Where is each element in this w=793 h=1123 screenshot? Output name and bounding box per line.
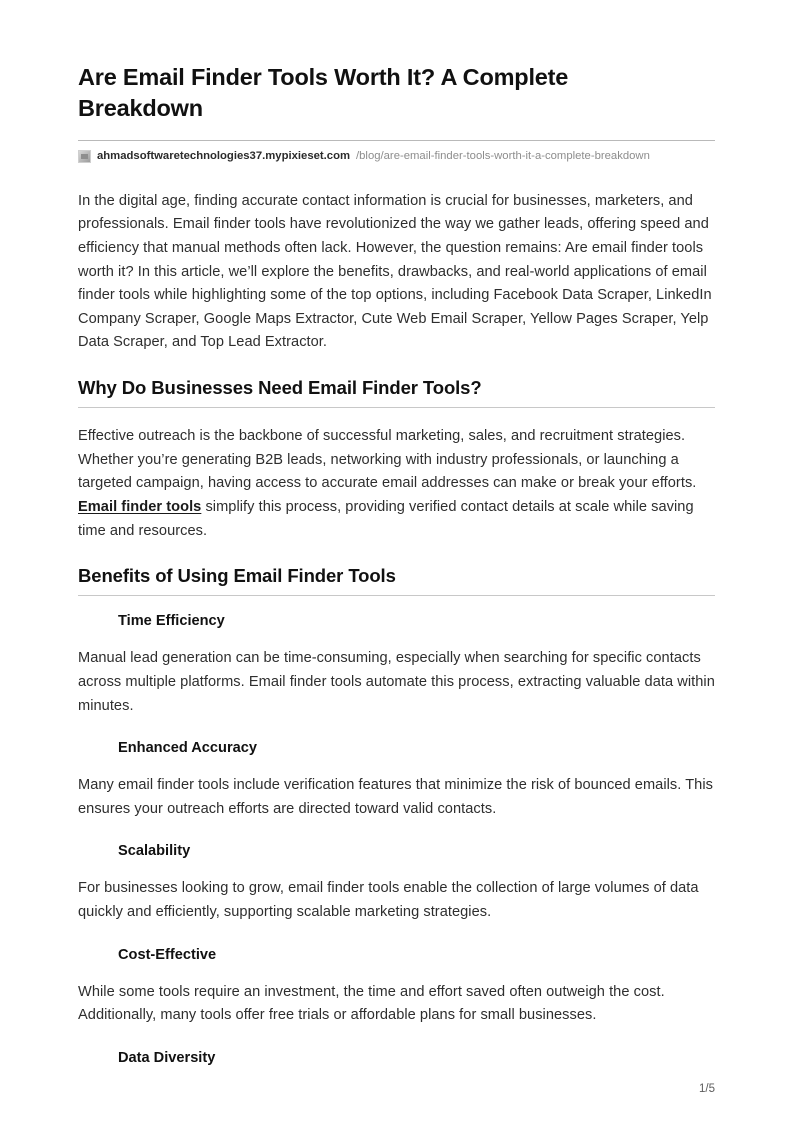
site-favicon-icon xyxy=(78,150,91,163)
benefit-text-scalability: For businesses looking to grow, email finder tools enable the collection of large volumes of data quickly and efficiently, supporting scalable marketing strategies. xyxy=(78,880,699,921)
page-title: Are Email Finder Tools Worth It? A Complete Breakdown xyxy=(78,64,569,122)
paragraph-text-after-link: simplify this process, providing verified contact details at scale while saving time and resources. xyxy=(78,498,694,539)
benefit-subheading-time-efficiency: Time Efficiency xyxy=(118,613,225,630)
source-url-line xyxy=(78,150,715,164)
section-heading: Benefits of Using Email Finder Tools xyxy=(78,565,396,587)
section-benefits xyxy=(78,565,715,1066)
benefit-text-time-efficiency: Manual lead generation can be time-consuming, especially when searching for specific contacts across multiple platforms. Email finder tools automate this process, extracting valuable data within minutes. xyxy=(78,650,715,714)
benefit-text-enhanced-accuracy: Many email finder tools include verification features that minimize the risk of bounced emails. This ensures your outreach efforts are directed toward valid contacts. xyxy=(78,777,713,817)
page-indicator: 1/5 xyxy=(699,1083,715,1095)
benefit-subheading-enhanced-accuracy: Enhanced Accuracy xyxy=(118,740,257,757)
benefit-subheading-cost-effective: Cost-Effective xyxy=(118,946,217,963)
source-path: /blog/are-email-finder-tools-worth-it-a-complete-breakdown xyxy=(356,150,650,163)
section-why-businesses-need xyxy=(78,377,715,543)
benefit-text-cost-effective: While some tools require an investment, the time and effort saved often outweigh the cost. Additionally, many tools offer free trials or affordable plans for small businesses. xyxy=(78,983,665,1024)
section-heading: Why Do Businesses Need Email Finder Tools? xyxy=(78,377,482,399)
intro-paragraph: In the digital age, finding accurate contact information is crucial for businesses, marketers, and professionals. Email finder tools have revolutionized the way we gather leads, offering speed and efficiency that manual methods often lack. However, the question remains: Are email finder tools worth it? In this article, we’ll explore the benefits, drawbacks, and real-world applications of email finder tools while highlighting some of the top options, including Facebook Data Scraper, LinkedIn Company Scraper, Google Maps Extractor, Cute Web Email Scraper, Yellow Pages Scraper, Yelp Data Scraper, and Top Lead Extractor. xyxy=(78,192,712,351)
section-paragraph xyxy=(78,425,715,543)
benefit-subheading-data-diversity: Data Diversity xyxy=(118,1050,216,1067)
source-domain: ahmadsoftwaretechnologies37.mypixieset.com xyxy=(97,150,351,163)
section-divider xyxy=(78,407,715,408)
email-finder-tools-link[interactable]: Email finder tools xyxy=(78,498,202,515)
section-divider xyxy=(78,595,715,596)
paragraph-text-before-link: Effective outreach is the backbone of successful marketing, sales, and recruitment strategies. Whether you’re generating B2B leads, networking with industry professionals, or launching a targeted campaign, having access to accurate email addresses can make or break your efforts. xyxy=(78,428,697,492)
benefit-subheading-scalability: Scalability xyxy=(118,843,191,860)
title-divider xyxy=(78,140,715,141)
